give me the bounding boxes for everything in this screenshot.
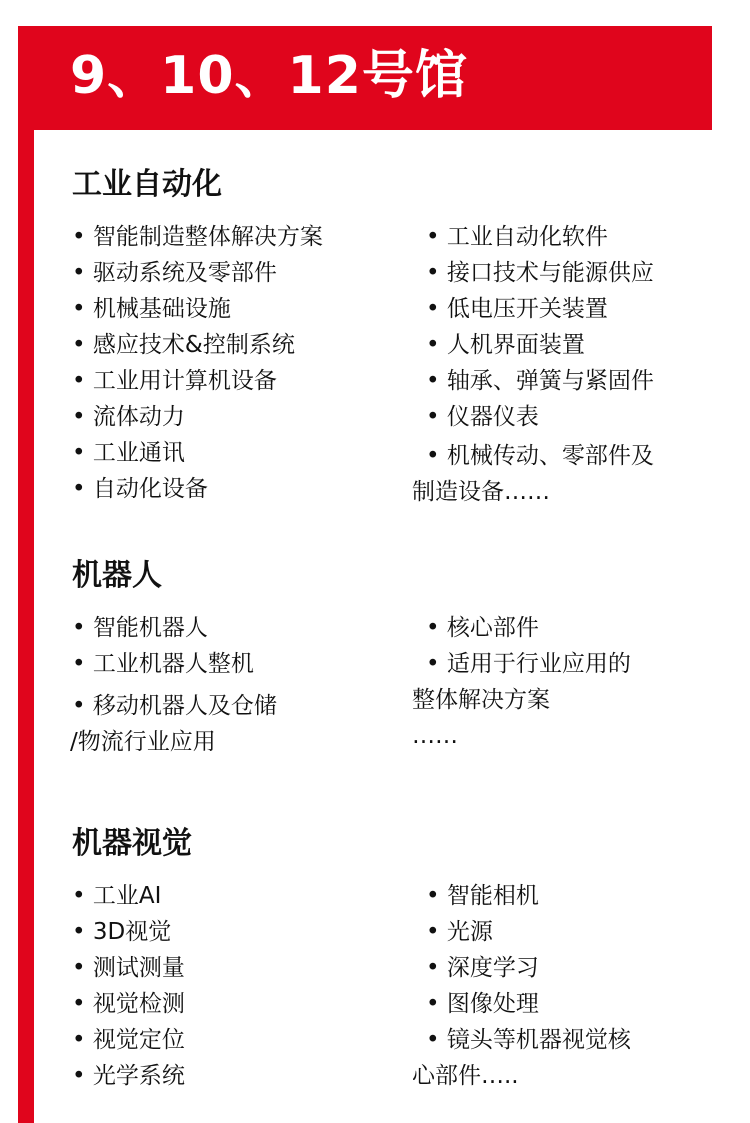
section-robots — [72, 556, 712, 760]
list-item-continuation: /物流行业应用 — [70, 729, 216, 755]
list-item: • 智能机器人 — [72, 615, 208, 641]
list-item: • 驱动系统及零部件 — [72, 260, 277, 286]
list-item-ellipsis: …… — [412, 723, 458, 749]
list-item: • 工业机器人整机 — [72, 651, 254, 677]
page-title: 9、10、12号馆 — [70, 46, 468, 106]
list-item: • 工业自动化软件 — [426, 224, 608, 250]
list-item: • 仪器仪表 — [426, 404, 539, 430]
section-industrial-automation — [72, 165, 712, 509]
list-item: • 轴承、弹簧与紧固件 — [426, 368, 654, 394]
list-item: • 人机界面装置 — [426, 332, 585, 358]
red-frame-left — [18, 26, 34, 1123]
right-column — [412, 878, 716, 1094]
list-item: • 工业通讯 — [72, 440, 185, 466]
list-item-continuation: 制造设备…… — [412, 479, 550, 505]
section-title: 机器人 — [72, 558, 162, 593]
list-item: • 镜头等机器视觉核 — [426, 1027, 631, 1053]
section-title: 工业自动化 — [72, 167, 222, 202]
list-item: • 智能制造整体解决方案 — [72, 224, 323, 250]
list-item: • 深度学习 — [426, 955, 539, 981]
section-machine-vision — [72, 824, 712, 1098]
list-item: • 工业AI — [72, 883, 162, 909]
list-item: • 图像处理 — [426, 991, 539, 1017]
list-item: • 工业用计算机设备 — [72, 368, 277, 394]
left-column — [72, 610, 402, 760]
list-item: • 适用于行业应用的 — [426, 651, 631, 677]
list-item: • 移动机器人及仓储 — [72, 693, 277, 719]
list-item: • 感应技术&控制系统 — [72, 332, 295, 358]
list-item: • 机械基础设施 — [72, 296, 231, 322]
right-column — [412, 219, 716, 510]
list-item: • 光学系统 — [72, 1063, 185, 1089]
list-item: • 核心部件 — [426, 615, 539, 641]
list-item: • 智能相机 — [426, 883, 539, 909]
list-item: • 测试测量 — [72, 955, 185, 981]
list-item: • 视觉检测 — [72, 991, 185, 1017]
list-item: • 自动化设备 — [72, 476, 208, 502]
list-item: • 3D视觉 — [72, 919, 172, 945]
list-item: • 低电压开关装置 — [426, 296, 608, 322]
list-item-continuation: 整体解决方案 — [412, 687, 550, 713]
left-column — [72, 219, 402, 507]
list-item: • 机械传动、零部件及 — [426, 443, 654, 469]
list-item: • 视觉定位 — [72, 1027, 185, 1053]
right-column — [412, 610, 716, 754]
section-title: 机器视觉 — [72, 826, 192, 861]
list-item: • 流体动力 — [72, 404, 185, 430]
list-item-continuation: 心部件….. — [412, 1063, 519, 1089]
left-column — [72, 878, 402, 1094]
list-item: • 接口技术与能源供应 — [426, 260, 654, 286]
list-item: • 光源 — [426, 919, 493, 945]
